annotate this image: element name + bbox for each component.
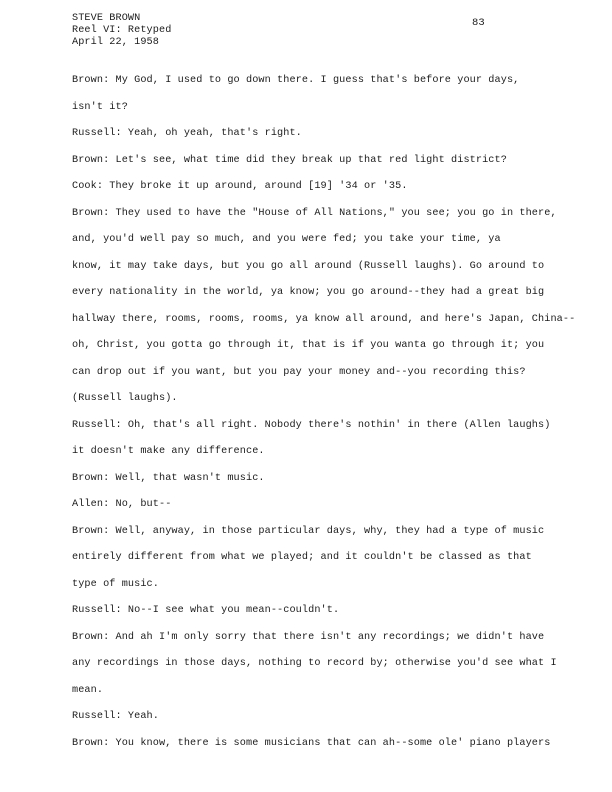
header-reel: Reel VI: Retyped bbox=[72, 25, 172, 36]
transcript-line: any recordings in those days, nothing to record by; otherwise you'd see what I bbox=[72, 658, 557, 669]
header-name: STEVE BROWN bbox=[72, 13, 141, 24]
transcript-line: Allen: No, but-- bbox=[72, 499, 172, 510]
transcript-line: can drop out if you want, but you pay your money and--you recording this? bbox=[72, 366, 526, 378]
transcript-line: Brown: You know, there is some musicians that can ah--some ole' piano players bbox=[72, 737, 551, 749]
header-date: April 22, 1958 bbox=[72, 37, 159, 48]
transcript-line: type of music. bbox=[72, 578, 159, 590]
transcript-line: and, you'd well pay so much, and you were fed; you take your time, ya bbox=[72, 234, 501, 245]
transcript-line: Brown: Well, that wasn't music. bbox=[72, 472, 265, 484]
transcript-line: Russell: No--I see what you mean--couldn't. bbox=[72, 605, 340, 616]
transcript-line: Brown: They used to have the "House of All Nations," you see; you go in there, bbox=[72, 207, 557, 219]
transcript-line: entirely different from what we played; and it couldn't be classed as that bbox=[72, 552, 532, 563]
transcript-body bbox=[72, 74, 576, 763]
transcript-line: Russell: Oh, that's all right. Nobody there's nothin' in there (Allen laughs) bbox=[72, 419, 551, 431]
transcript-line: Russell: Yeah, oh yeah, that's right. bbox=[72, 128, 302, 139]
transcript-line: know, it may take days, but you go all around (Russell laughs). Go around to bbox=[72, 260, 545, 272]
page-number: 83 bbox=[472, 17, 485, 29]
transcript-line: Brown: And ah I'm only sorry that there isn't any recordings; we didn't have bbox=[72, 631, 545, 643]
transcript-line: every nationality in the world, ya know; you go around--they had a great big bbox=[72, 287, 545, 298]
transcript-line: hallway there, rooms, rooms, rooms, ya know all around, and here's Japan, China-- bbox=[72, 313, 576, 325]
transcript-line: Russell: Yeah. bbox=[72, 711, 159, 722]
transcript-line: Cook: They broke it up around, around [19] '34 or '35. bbox=[72, 181, 408, 192]
transcript-line: mean. bbox=[72, 684, 104, 696]
transcript-line: it doesn't make any difference. bbox=[72, 446, 265, 457]
document-header bbox=[72, 13, 171, 49]
transcript-line: Brown: Let's see, what time did they break up that red light district? bbox=[72, 154, 507, 166]
transcript-line: Brown: Well, anyway, in those particular days, why, they had a type of music bbox=[72, 525, 545, 537]
transcript-line: isn't it? bbox=[72, 101, 128, 113]
transcript-line: oh, Christ, you gotta go through it, that is if you wanta go through it; you bbox=[72, 340, 545, 351]
transcript-line: Brown: My God, I used to go down there. I guess that's before your days, bbox=[72, 75, 520, 86]
transcript-line: (Russell laughs). bbox=[72, 393, 178, 404]
